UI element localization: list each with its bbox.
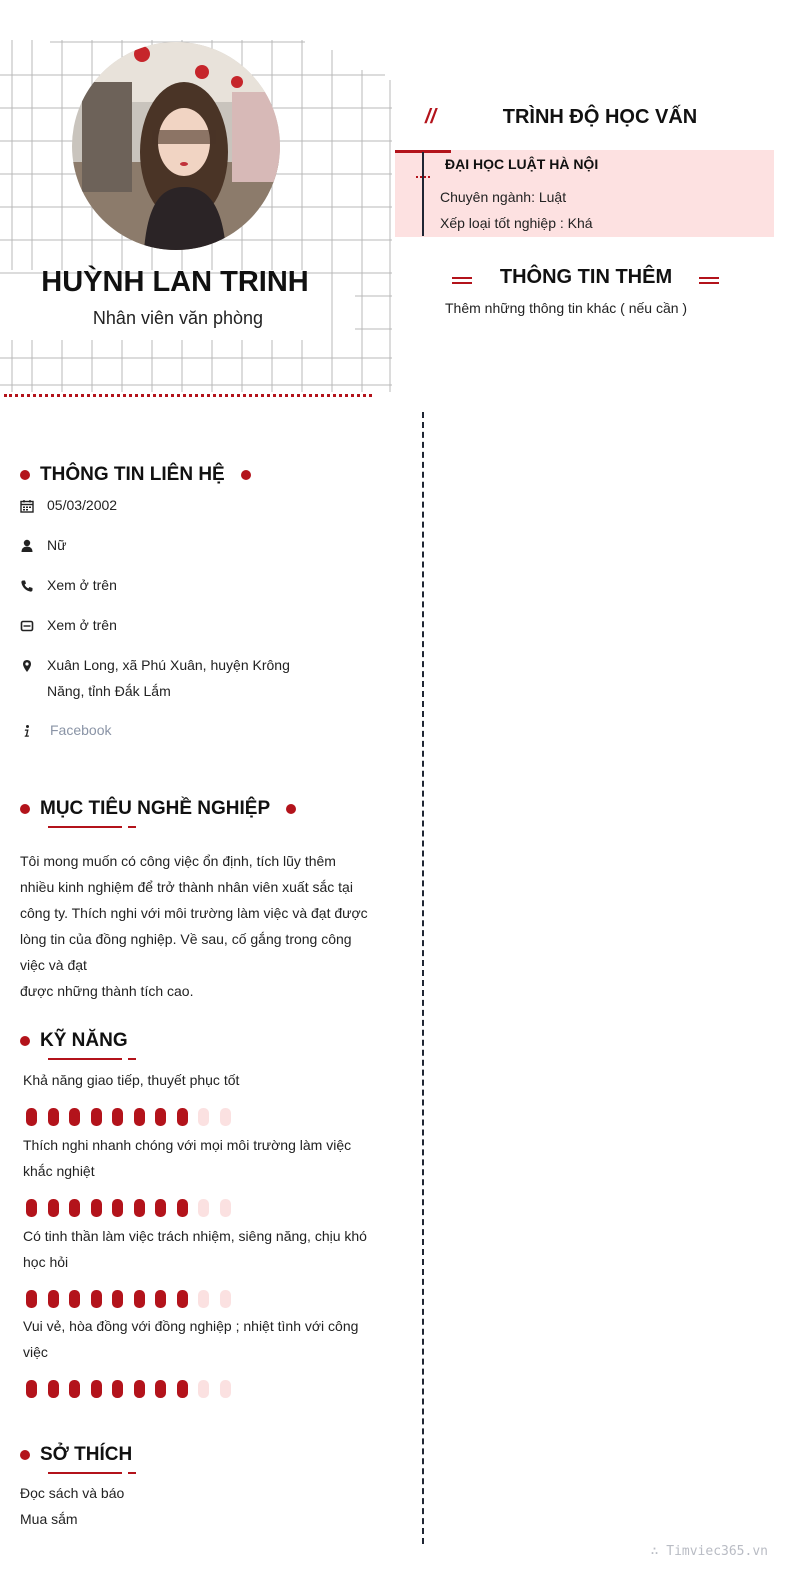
skill-pip-filled xyxy=(155,1290,166,1308)
avatar xyxy=(72,42,280,250)
more-info-text: Thêm những thông tin khác ( nếu cần ) xyxy=(445,300,688,316)
skill-pip-filled xyxy=(48,1199,59,1217)
birthday-value: 05/03/2002 xyxy=(47,497,118,513)
info-icon xyxy=(20,724,34,738)
contact-phone xyxy=(20,577,307,598)
education-timeline-marker xyxy=(416,176,430,180)
skill-pip-empty xyxy=(198,1380,209,1398)
bullet-dot xyxy=(20,1450,30,1460)
title-underline-accent xyxy=(128,826,136,828)
skill-pip-filled xyxy=(69,1108,80,1126)
skill-name: Vui vẻ, hòa đồng với đồng nghiệp ; nhiệt tình với công việc xyxy=(23,1318,359,1360)
skill-pip-filled xyxy=(112,1199,123,1217)
education-timeline-line xyxy=(422,152,424,236)
skill-pip-empty xyxy=(198,1108,209,1126)
skills-section-heading xyxy=(20,1030,128,1052)
skill-pip-filled xyxy=(26,1290,37,1308)
map-pin-icon xyxy=(20,659,34,673)
objective-text xyxy=(20,848,372,1004)
skill-pip-filled xyxy=(69,1290,80,1308)
email-value: Xem ở trên xyxy=(47,617,117,633)
skill-pip-filled xyxy=(69,1380,80,1398)
skill-pip-filled xyxy=(26,1108,37,1126)
candidate-name: HUỲNH LAN TRINH xyxy=(41,266,309,298)
skill-pip-filled xyxy=(91,1290,102,1308)
skill-pip-filled xyxy=(155,1380,166,1398)
contact-email xyxy=(20,617,307,638)
skill-rating xyxy=(26,1290,241,1308)
facebook-link[interactable]: Facebook xyxy=(50,722,112,738)
bullet-dot xyxy=(20,1036,30,1046)
bullet-dot xyxy=(20,470,30,480)
skill-pip-filled xyxy=(134,1199,145,1217)
contact-address xyxy=(20,657,307,704)
address-value: Xuân Long, xã Phú Xuân, huyện Krông Năng, tỉnh Đắk Lắm xyxy=(47,657,290,699)
skill-pip-filled xyxy=(26,1199,37,1217)
skill-pip-filled xyxy=(177,1108,188,1126)
education-school: ĐẠI HỌC LUẬT HÀ NỘI xyxy=(445,156,599,172)
column-divider xyxy=(422,412,424,1544)
hobbies-title-text: SỞ THÍCH xyxy=(40,1444,133,1465)
skill-pip-filled xyxy=(112,1108,123,1126)
skill-pip-filled xyxy=(112,1290,123,1308)
objective-title-text: MỤC TIÊU NGHỀ NGHIỆP xyxy=(40,798,271,819)
contact-social xyxy=(20,722,310,743)
skill-pip-filled xyxy=(177,1290,188,1308)
skill-name: Có tinh thần làm việc trách nhiệm, siêng năng, chịu khó học hỏi xyxy=(23,1228,367,1270)
title-underline xyxy=(48,1058,122,1060)
skill-pip-filled xyxy=(48,1380,59,1398)
skill-rating xyxy=(26,1199,241,1217)
objective-section-heading xyxy=(20,798,296,820)
skill-pip-empty xyxy=(198,1199,209,1217)
skill-pip-filled xyxy=(91,1380,102,1398)
double-line-decoration xyxy=(699,277,719,284)
hobbies-section-heading xyxy=(20,1444,132,1466)
skill-pip-filled xyxy=(26,1380,37,1398)
education-section-title: TRÌNH ĐỘ HỌC VẤN xyxy=(502,106,698,128)
skill-pip-filled xyxy=(177,1199,188,1217)
more-info-section-title: THÔNG TIN THÊM xyxy=(499,266,673,288)
bullet-dot xyxy=(286,804,296,814)
bullet-dot xyxy=(241,470,251,480)
skill-pip-filled xyxy=(112,1380,123,1398)
contact-section-heading xyxy=(20,464,251,486)
calendar-icon xyxy=(20,499,34,513)
skills-title-text: KỸ NĂNG xyxy=(40,1030,128,1051)
objective-section-title xyxy=(40,798,270,820)
header-dotted-divider xyxy=(4,394,372,397)
gender-value: Nữ xyxy=(47,537,67,553)
contact-section-title: THÔNG TIN LIÊN HỆ xyxy=(40,464,225,485)
skill-pip-filled xyxy=(48,1290,59,1308)
phone-value: Xem ở trên xyxy=(47,577,117,593)
skill-pip-empty xyxy=(220,1380,231,1398)
skill-pip-empty xyxy=(220,1199,231,1217)
bullet-dot xyxy=(20,804,30,814)
user-icon xyxy=(20,539,34,553)
double-line-decoration xyxy=(452,277,472,284)
skill-pip-empty xyxy=(220,1108,231,1126)
skill-pip-filled xyxy=(177,1380,188,1398)
title-underline-accent xyxy=(128,1472,136,1474)
hobby-item: Mua sắm xyxy=(20,1511,78,1527)
education-grade: Xếp loại tốt nghiệp : Khá xyxy=(440,215,593,231)
objective-text-main: Tôi mong muốn có công việc ổn định, tích lũy thêm nhiều kinh nghiệm để trở thành nhân viên xuất sắc tại công ty. Thích nghi với môi trường làm việc và đạt được lòng tin của đồng nghiệp. Về sau, cố gắng trong công việc và đạt xyxy=(20,853,368,973)
skill-pip-filled xyxy=(134,1290,145,1308)
title-underline xyxy=(48,826,122,828)
contact-birthday xyxy=(20,497,307,518)
hobbies-section-title xyxy=(40,1444,132,1466)
watermark: ∴ Timviec365.vn xyxy=(650,1544,768,1559)
objective-text-tail: được những thành tích cao. xyxy=(20,983,194,999)
contact-gender xyxy=(20,537,307,558)
education-major: Chuyên ngành: Luật xyxy=(440,189,567,205)
skill-rating xyxy=(26,1108,241,1126)
title-underline-accent xyxy=(128,1058,136,1060)
skill-name: Thích nghi nhanh chóng với mọi môi trường làm việc khắc nghiệt xyxy=(23,1137,352,1179)
skill-pip-empty xyxy=(198,1290,209,1308)
skill-pip-filled xyxy=(155,1108,166,1126)
skill-pip-filled xyxy=(69,1199,80,1217)
skill-pip-filled xyxy=(134,1108,145,1126)
skills-section-title xyxy=(40,1030,128,1052)
phone-icon xyxy=(20,579,34,593)
skill-pip-filled xyxy=(134,1380,145,1398)
envelope-icon xyxy=(20,619,34,633)
skill-rating xyxy=(26,1380,241,1398)
hobby-item: Đọc sách và báo xyxy=(20,1485,125,1501)
skill-pip-filled xyxy=(48,1108,59,1126)
skill-pip-filled xyxy=(91,1199,102,1217)
title-underline xyxy=(48,1472,122,1474)
skill-name: Khả năng giao tiếp, thuyết phục tốt xyxy=(23,1072,240,1088)
skill-pip-filled xyxy=(91,1108,102,1126)
education-slash-decoration: // xyxy=(425,106,437,128)
skill-pip-filled xyxy=(155,1199,166,1217)
skill-pip-empty xyxy=(220,1290,231,1308)
job-title: Nhân viên văn phòng xyxy=(92,308,264,328)
